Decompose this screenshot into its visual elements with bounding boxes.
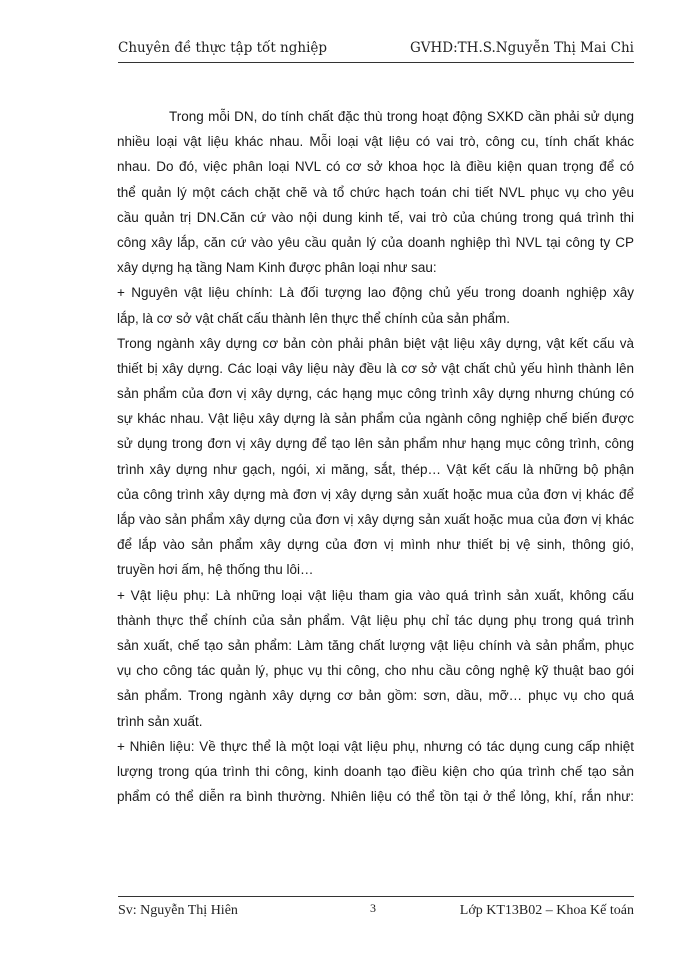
- text-line: cầu quản trị DN.Căn cứ vào nội dung kinh tế, vai trò của chúng trong quá trình thi: [117, 209, 634, 225]
- text-line: thiết bị xây dựng. Các loại vây liệu này đều là cơ sở vật chất chủ yếu hình thành lên: [117, 360, 634, 376]
- text-line: xây dựng hạ tầng Nam Kinh được phân loại như sau:: [117, 260, 437, 276]
- text-line: truyền hơi ấm, hệ thống thu lôi…: [117, 562, 314, 578]
- header-title: Chuyên đề thực tập tốt nghiệp: [118, 40, 328, 56]
- page-header: [118, 40, 634, 63]
- text-line: + Nhiên liệu: Về thực thể là một loại vật liệu phụ, nhưng có tác dụng cung cấp nhiệt: [117, 738, 634, 754]
- text-line: của công trình xây dựng mà đơn vị xây dựng sản xuất hoặc mua của đơn vị khác để: [117, 486, 634, 502]
- text-line: sản phẩm. Trong ngành xây dựng cơ bản gồm: sơn, dầu, mỡ… phục vụ cho quá: [117, 688, 634, 704]
- text-line: vụ cho công tác quản lý, phục vụ thi công, cho nhu cầu công nghệ kỹ thuật bao gói: [117, 663, 634, 679]
- text-line: sản phẩm của đơn vị xây dựng, các hạng mục công trình xây dựng nhưng chúng có: [117, 386, 634, 402]
- text-line: trình xây dựng như gạch, ngói, xi măng, sắt, thép… Vật kết cấu là những bộ phận: [117, 461, 634, 477]
- text-line: nhiều loại vật liệu khác nhau. Mỗi loại vật liệu có vai trò, công cu, tính chất khác: [117, 134, 634, 150]
- text-line: sự khác nhau. Vật liệu xây dựng là sản phẩm của ngành công nghiệp chế biến được: [117, 411, 634, 427]
- text-line: phẩm có thể diễn ra bình thường. Nhiên liệu có thể tồn tại ở thể lỏng, khí, rắn như:: [117, 789, 634, 805]
- text-line: để lắp vào sản phẩm xây dựng của đơn vị mình như thiết bị vệ sinh, thông gió,: [117, 537, 634, 553]
- text-line: sản xuất, chế tạo sản phẩm: Làm tăng chất lượng vật liệu chính và sản phẩm, phục: [117, 637, 634, 653]
- text-line: trình sản xuất.: [117, 713, 203, 729]
- footer-class: Lớp KT13B02 – Khoa Kế toán: [459, 903, 634, 918]
- text-line: + Vật liệu phụ: Là những loại vật liệu tham gia vào quá trình sản xuất, không cấu: [117, 587, 634, 603]
- text-line: Trong ngành xây dựng cơ bản còn phải phân biệt vật liệu xây dựng, vật kết cấu và: [117, 335, 634, 351]
- page-footer: [118, 896, 634, 919]
- text-line: sử dụng trong đơn vị xây dựng để tạo lên sản phẩm như hạng mục công trình, công: [117, 436, 634, 452]
- header-supervisor: GVHD:TH.S.Nguyễn Thị Mai Chi: [409, 40, 634, 56]
- text-line: nhau. Do đó, việc phân loại NVL có cơ sở khoa học là điều kiện quan trọng để có: [117, 159, 634, 175]
- page-number: 3: [370, 901, 376, 915]
- text-line: thành thực thể chính của sản phẩm. Vật liệu phụ chỉ tác dụng phụ trong quá trình: [117, 612, 634, 628]
- text-line: lắp vào sản phẩm xây dựng của đơn vị xây dựng sản xuất hoặc mua của đơn vị khác: [117, 512, 634, 527]
- text-line: thể quản lý một cách chặt chẽ và tổ chức hạch toán chi tiết NVL phục vụ cho yêu: [117, 184, 634, 200]
- text-line: Trong mỗi DN, do tính chất đặc thù trong hoạt động SXKD cần phải sử dụng: [169, 109, 634, 124]
- footer-student: Sv: Nguyễn Thị Hiên: [118, 903, 238, 918]
- text-line: lượng trong qúa trình thi công, kinh doanh tạo điều kiện cho qúa trình chế tạo sản: [117, 763, 634, 779]
- text-line: công xây lắp, căn cứ vào yêu cầu quản lý của doanh nghiệp thì NVL tại công ty CP: [117, 234, 634, 250]
- text-line: lắp, là cơ sở vật chất cấu thành lên thực thể chính của sản phẩm.: [117, 310, 510, 326]
- text-line: + Nguyên vật liệu chính: Là đối tượng lao động chủ yếu trong doanh nghiệp xây: [117, 285, 634, 301]
- document-body: [117, 104, 634, 809]
